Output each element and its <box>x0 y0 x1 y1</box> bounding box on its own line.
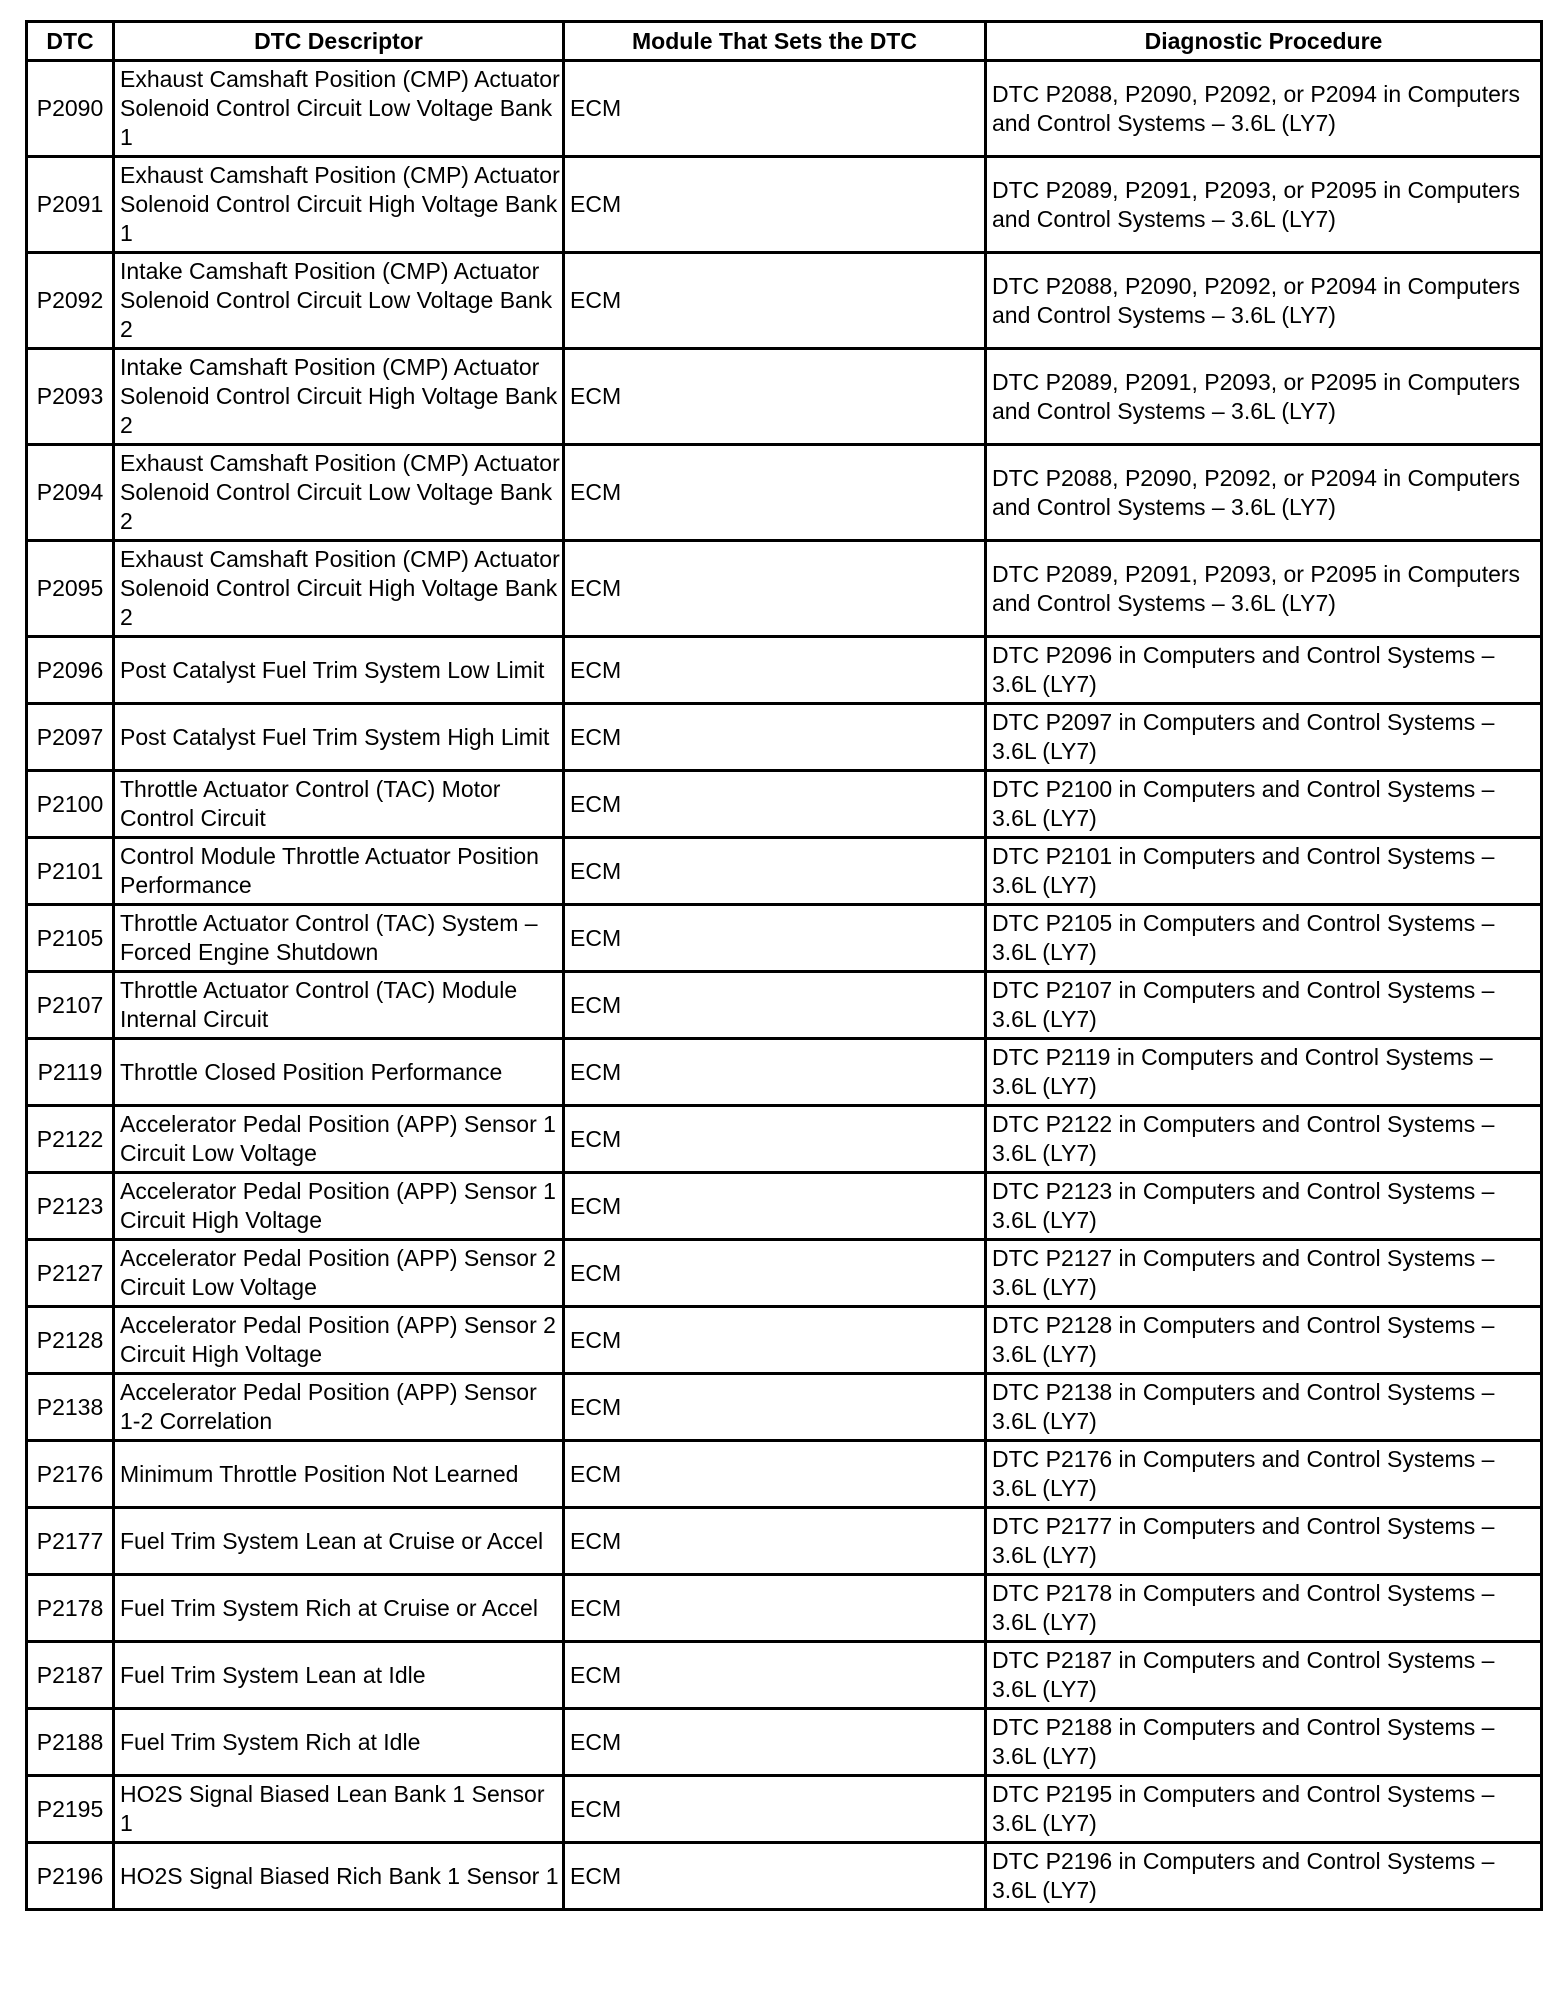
dtc-code: P2096 <box>27 637 114 704</box>
dtc-descriptor: Exhaust Camshaft Position (CMP) Actuator Solenoid Control Circuit High Voltage Bank 2 <box>114 541 564 637</box>
dtc-code: P2105 <box>27 905 114 972</box>
dtc-code: P2101 <box>27 838 114 905</box>
table-row <box>27 253 1542 349</box>
module: ECM <box>564 771 986 838</box>
dtc-code: P2127 <box>27 1240 114 1307</box>
table-row <box>27 1575 1542 1642</box>
dtc-table <box>25 20 1543 1911</box>
table-row <box>27 1240 1542 1307</box>
module: ECM <box>564 1642 986 1709</box>
diagnostic-procedure: DTC P2178 in Computers and Control Systems – 3.6L (LY7) <box>986 1575 1542 1642</box>
dtc-code: P2094 <box>27 445 114 541</box>
module: ECM <box>564 61 986 157</box>
dtc-code: P2187 <box>27 1642 114 1709</box>
table-row <box>27 541 1542 637</box>
table-row <box>27 349 1542 445</box>
dtc-descriptor: Control Module Throttle Actuator Position Performance <box>114 838 564 905</box>
dtc-descriptor: HO2S Signal Biased Lean Bank 1 Sensor 1 <box>114 1776 564 1843</box>
diagnostic-procedure: DTC P2105 in Computers and Control Systems – 3.6L (LY7) <box>986 905 1542 972</box>
table-row <box>27 637 1542 704</box>
dtc-descriptor: Intake Camshaft Position (CMP) Actuator Solenoid Control Circuit Low Voltage Bank 2 <box>114 253 564 349</box>
diagnostic-procedure: DTC P2088, P2090, P2092, or P2094 in Computers and Control Systems – 3.6L (LY7) <box>986 253 1542 349</box>
diagnostic-procedure: DTC P2122 in Computers and Control Systems – 3.6L (LY7) <box>986 1106 1542 1173</box>
module: ECM <box>564 704 986 771</box>
diagnostic-procedure: DTC P2123 in Computers and Control Systems – 3.6L (LY7) <box>986 1173 1542 1240</box>
table-row <box>27 972 1542 1039</box>
dtc-descriptor: Accelerator Pedal Position (APP) Sensor 2 Circuit High Voltage <box>114 1307 564 1374</box>
module: ECM <box>564 1843 986 1910</box>
dtc-code: P2138 <box>27 1374 114 1441</box>
table-row <box>27 157 1542 253</box>
table-row <box>27 1039 1542 1106</box>
table-row <box>27 1709 1542 1776</box>
module: ECM <box>564 157 986 253</box>
module: ECM <box>564 1173 986 1240</box>
dtc-code: P2188 <box>27 1709 114 1776</box>
diagnostic-procedure: DTC P2096 in Computers and Control Systems – 3.6L (LY7) <box>986 637 1542 704</box>
table-row <box>27 1173 1542 1240</box>
dtc-descriptor: Throttle Actuator Control (TAC) Motor Control Circuit <box>114 771 564 838</box>
dtc-code: P2123 <box>27 1173 114 1240</box>
dtc-descriptor: Accelerator Pedal Position (APP) Sensor 1 Circuit Low Voltage <box>114 1106 564 1173</box>
dtc-code: P2092 <box>27 253 114 349</box>
diagnostic-procedure: DTC P2089, P2091, P2093, or P2095 in Computers and Control Systems – 3.6L (LY7) <box>986 157 1542 253</box>
dtc-descriptor: Throttle Closed Position Performance <box>114 1039 564 1106</box>
diagnostic-procedure: DTC P2101 in Computers and Control Systems – 3.6L (LY7) <box>986 838 1542 905</box>
dtc-descriptor: Fuel Trim System Rich at Cruise or Accel <box>114 1575 564 1642</box>
dtc-code: P2177 <box>27 1508 114 1575</box>
dtc-descriptor: Throttle Actuator Control (TAC) Module Internal Circuit <box>114 972 564 1039</box>
diagnostic-procedure: DTC P2088, P2090, P2092, or P2094 in Computers and Control Systems – 3.6L (LY7) <box>986 445 1542 541</box>
diagnostic-procedure: DTC P2196 in Computers and Control Systems – 3.6L (LY7) <box>986 1843 1542 1910</box>
diagnostic-procedure: DTC P2089, P2091, P2093, or P2095 in Computers and Control Systems – 3.6L (LY7) <box>986 349 1542 445</box>
table-row <box>27 1843 1542 1910</box>
dtc-code: P2100 <box>27 771 114 838</box>
dtc-descriptor: Throttle Actuator Control (TAC) System – Forced Engine Shutdown <box>114 905 564 972</box>
module: ECM <box>564 838 986 905</box>
table-row <box>27 1307 1542 1374</box>
diagnostic-procedure: DTC P2128 in Computers and Control Systems – 3.6L (LY7) <box>986 1307 1542 1374</box>
diagnostic-procedure: DTC P2089, P2091, P2093, or P2095 in Computers and Control Systems – 3.6L (LY7) <box>986 541 1542 637</box>
table-row <box>27 445 1542 541</box>
dtc-descriptor: Intake Camshaft Position (CMP) Actuator Solenoid Control Circuit High Voltage Bank 2 <box>114 349 564 445</box>
module: ECM <box>564 1106 986 1173</box>
table-row <box>27 1374 1542 1441</box>
dtc-descriptor: HO2S Signal Biased Rich Bank 1 Sensor 1 <box>114 1843 564 1910</box>
table-row <box>27 838 1542 905</box>
diagnostic-procedure: DTC P2097 in Computers and Control Systems – 3.6L (LY7) <box>986 704 1542 771</box>
module: ECM <box>564 541 986 637</box>
diagnostic-procedure: DTC P2107 in Computers and Control Systems – 3.6L (LY7) <box>986 972 1542 1039</box>
module: ECM <box>564 1508 986 1575</box>
module: ECM <box>564 349 986 445</box>
module: ECM <box>564 1709 986 1776</box>
table-row <box>27 1508 1542 1575</box>
dtc-code: P2091 <box>27 157 114 253</box>
dtc-code: P2119 <box>27 1039 114 1106</box>
table-header-row <box>27 22 1542 61</box>
dtc-descriptor: Accelerator Pedal Position (APP) Sensor 1 Circuit High Voltage <box>114 1173 564 1240</box>
dtc-document <box>25 20 1540 1911</box>
diagnostic-procedure: DTC P2119 in Computers and Control Systems – 3.6L (LY7) <box>986 1039 1542 1106</box>
header-diagnostic-procedure: Diagnostic Procedure <box>986 22 1542 61</box>
dtc-code: P2107 <box>27 972 114 1039</box>
dtc-descriptor: Exhaust Camshaft Position (CMP) Actuator Solenoid Control Circuit Low Voltage Bank 1 <box>114 61 564 157</box>
dtc-code: P2122 <box>27 1106 114 1173</box>
table-row <box>27 1441 1542 1508</box>
dtc-code: P2196 <box>27 1843 114 1910</box>
header-dtc: DTC <box>27 22 114 61</box>
dtc-code: P2176 <box>27 1441 114 1508</box>
dtc-descriptor: Exhaust Camshaft Position (CMP) Actuator Solenoid Control Circuit High Voltage Bank 1 <box>114 157 564 253</box>
module: ECM <box>564 905 986 972</box>
table-row <box>27 704 1542 771</box>
module: ECM <box>564 1307 986 1374</box>
dtc-code: P2090 <box>27 61 114 157</box>
table-row <box>27 905 1542 972</box>
module: ECM <box>564 1240 986 1307</box>
diagnostic-procedure: DTC P2100 in Computers and Control Systems – 3.6L (LY7) <box>986 771 1542 838</box>
module: ECM <box>564 1575 986 1642</box>
dtc-descriptor: Post Catalyst Fuel Trim System Low Limit <box>114 637 564 704</box>
diagnostic-procedure: DTC P2188 in Computers and Control Systems – 3.6L (LY7) <box>986 1709 1542 1776</box>
dtc-descriptor: Fuel Trim System Lean at Idle <box>114 1642 564 1709</box>
dtc-descriptor: Minimum Throttle Position Not Learned <box>114 1441 564 1508</box>
diagnostic-procedure: DTC P2088, P2090, P2092, or P2094 in Computers and Control Systems – 3.6L (LY7) <box>986 61 1542 157</box>
diagnostic-procedure: DTC P2138 in Computers and Control Systems – 3.6L (LY7) <box>986 1374 1542 1441</box>
dtc-descriptor: Post Catalyst Fuel Trim System High Limit <box>114 704 564 771</box>
dtc-descriptor: Exhaust Camshaft Position (CMP) Actuator Solenoid Control Circuit Low Voltage Bank 2 <box>114 445 564 541</box>
module: ECM <box>564 637 986 704</box>
module: ECM <box>564 1441 986 1508</box>
diagnostic-procedure: DTC P2195 in Computers and Control Systems – 3.6L (LY7) <box>986 1776 1542 1843</box>
dtc-code: P2097 <box>27 704 114 771</box>
diagnostic-procedure: DTC P2187 in Computers and Control Systems – 3.6L (LY7) <box>986 1642 1542 1709</box>
dtc-descriptor: Accelerator Pedal Position (APP) Sensor 1-2 Correlation <box>114 1374 564 1441</box>
module: ECM <box>564 253 986 349</box>
header-dtc-descriptor: DTC Descriptor <box>114 22 564 61</box>
module: ECM <box>564 445 986 541</box>
header-module: Module That Sets the DTC <box>564 22 986 61</box>
module: ECM <box>564 1374 986 1441</box>
table-row <box>27 1642 1542 1709</box>
table-row <box>27 771 1542 838</box>
dtc-code: P2195 <box>27 1776 114 1843</box>
dtc-descriptor: Accelerator Pedal Position (APP) Sensor 2 Circuit Low Voltage <box>114 1240 564 1307</box>
dtc-code: P2093 <box>27 349 114 445</box>
dtc-descriptor: Fuel Trim System Lean at Cruise or Accel <box>114 1508 564 1575</box>
dtc-descriptor: Fuel Trim System Rich at Idle <box>114 1709 564 1776</box>
module: ECM <box>564 972 986 1039</box>
table-row <box>27 1776 1542 1843</box>
dtc-code: P2178 <box>27 1575 114 1642</box>
dtc-code: P2095 <box>27 541 114 637</box>
diagnostic-procedure: DTC P2176 in Computers and Control Systems – 3.6L (LY7) <box>986 1441 1542 1508</box>
module: ECM <box>564 1776 986 1843</box>
table-row <box>27 61 1542 157</box>
dtc-code: P2128 <box>27 1307 114 1374</box>
diagnostic-procedure: DTC P2177 in Computers and Control Systems – 3.6L (LY7) <box>986 1508 1542 1575</box>
table-row <box>27 1106 1542 1173</box>
module: ECM <box>564 1039 986 1106</box>
diagnostic-procedure: DTC P2127 in Computers and Control Systems – 3.6L (LY7) <box>986 1240 1542 1307</box>
